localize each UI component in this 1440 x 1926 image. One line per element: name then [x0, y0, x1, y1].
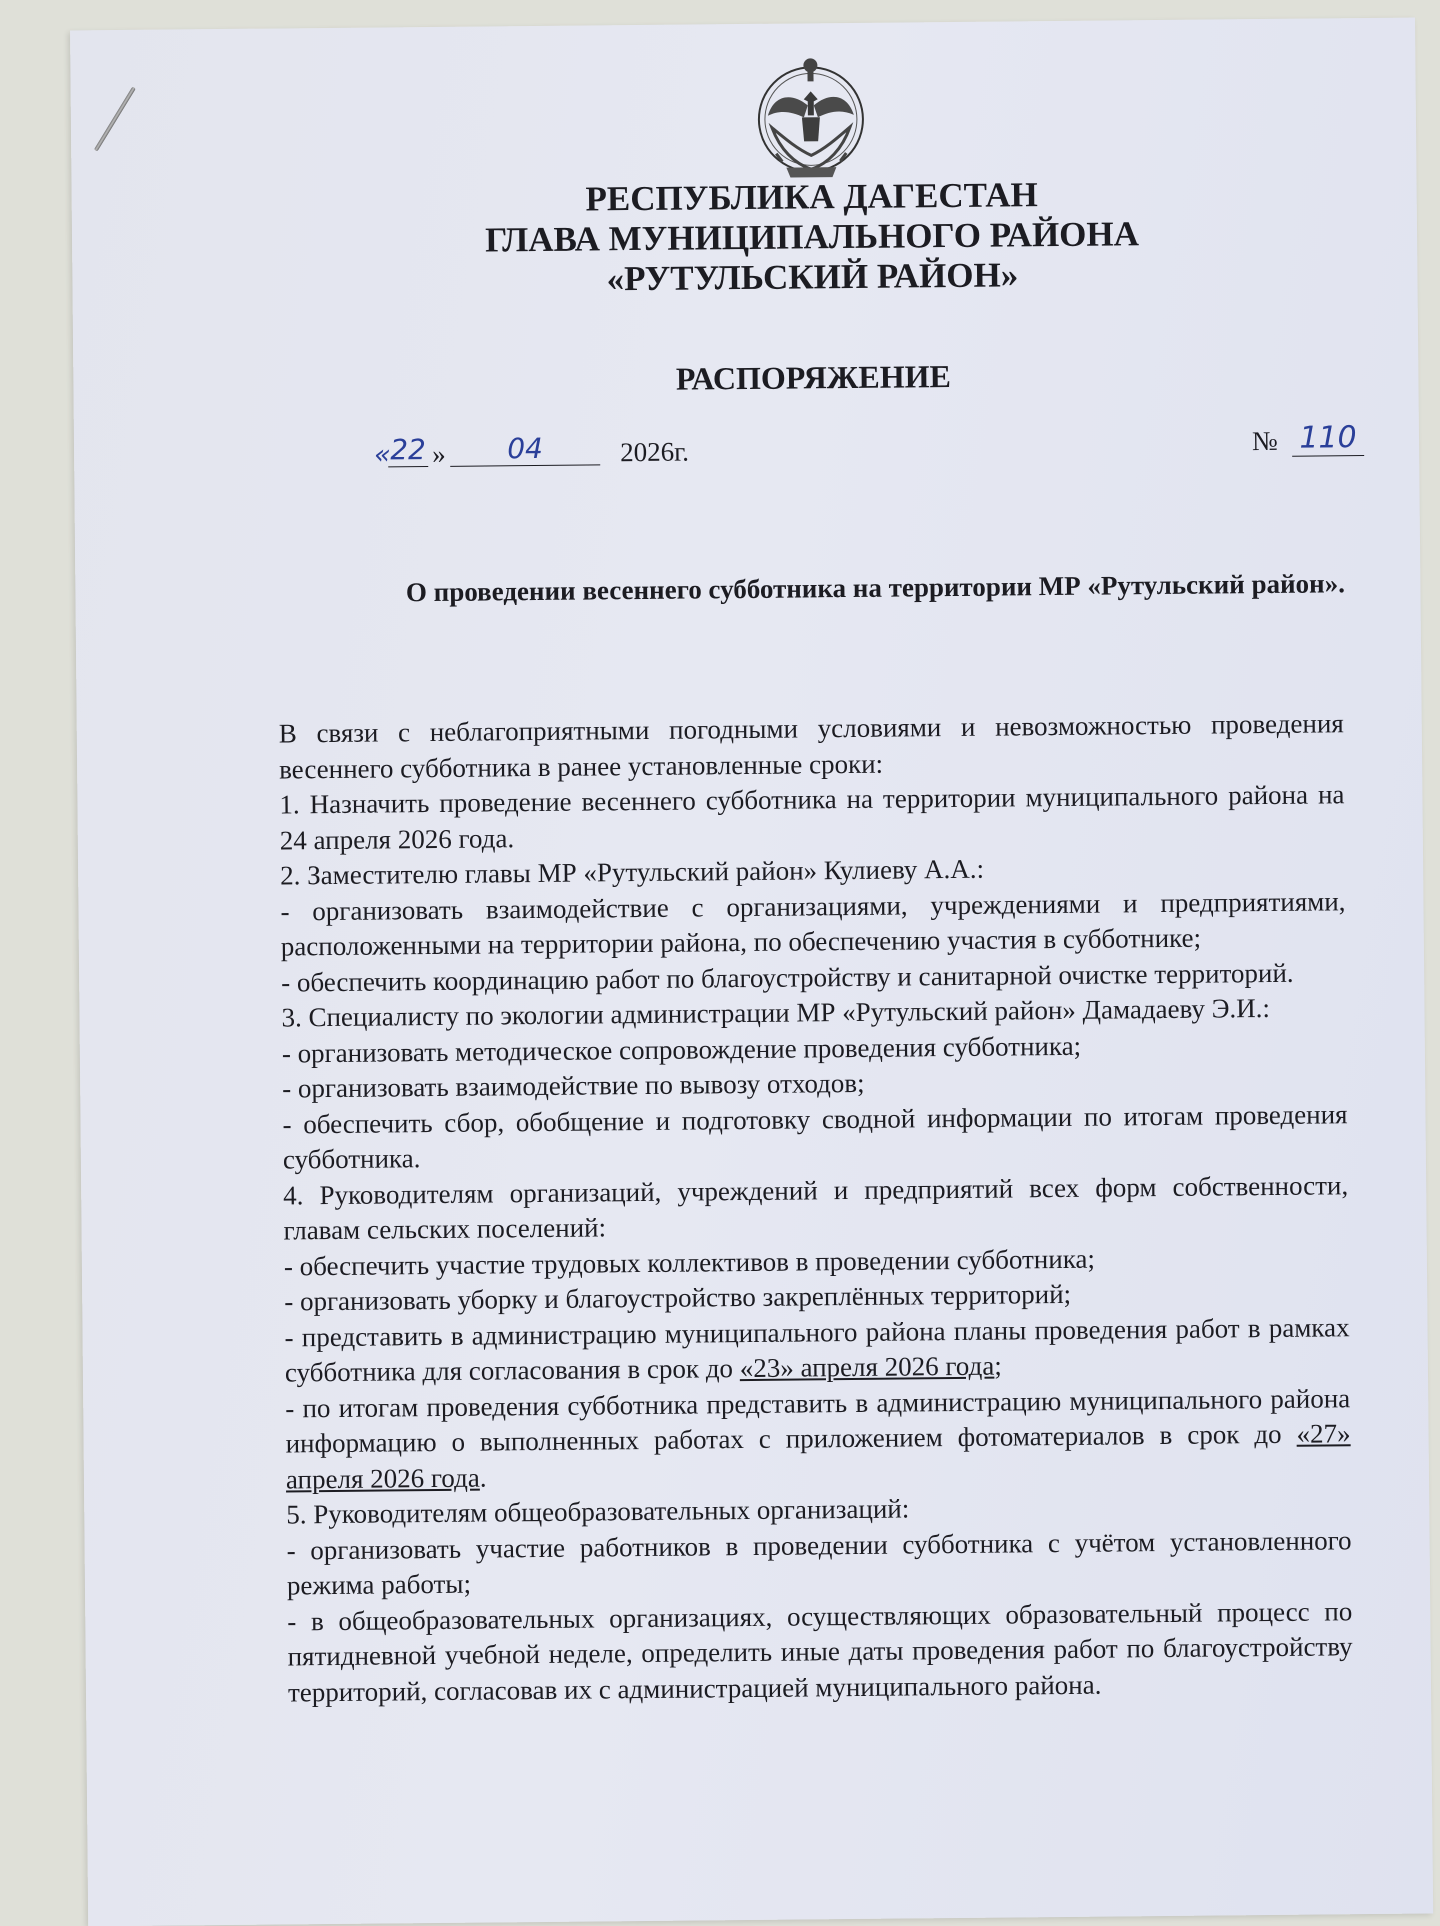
body-item-2-a: - организовать взаимодействие с организациями, учреждениями и предприятиями, расположенными на территории района, по обеспечению участия в субботнике;: [280, 885, 1346, 962]
body-item-5-heading: 5. Руководителям общеобразовательных организаций:: [286, 1493, 910, 1530]
deadline-date-plans: «23» апреля 2026 года: [739, 1350, 995, 1384]
body-item-3-c: - обеспечить сбор, обобщение и подготовку сводной информации по итогам проведения субботника.: [282, 1098, 1348, 1175]
body-item-3-heading: 3. Специалисту по экологии администрации МР «Рутульский район» Дамадаеву Э.И.:: [281, 992, 1271, 1033]
deadline-date-report: «27» апреля 2026 года: [285, 1418, 1351, 1494]
header-head-of-district: ГЛАВА МУНИЦИПАЛЬНОГО РАЙОНА: [484, 214, 1140, 260]
document-number: 110: [1292, 420, 1364, 457]
header-district-name: «РУТУЛЬСКИЙ РАЙОН»: [606, 255, 1019, 299]
body-item-5-b: - в общеобразовательных организациях, осуществляющих образовательный процесс по пятидневной учебной неделе, определить иные даты проведения работ по благоустройству территорий, согласовав их с администрацией муниципального района.: [287, 1595, 1353, 1707]
document-header: [421, 174, 1202, 301]
date-close-quote: »: [431, 438, 446, 469]
date-year: 2026г.: [619, 436, 690, 468]
body-item-4-d: [285, 1381, 1351, 1498]
body-item-3-b: - организовать взаимодействие по вывозу отходов;: [282, 1067, 865, 1104]
staple-icon: [94, 86, 136, 151]
document-body: [279, 706, 1353, 1710]
date-day: 22: [388, 433, 428, 467]
body-item-4-heading: 4. Руководителям организаций, учреждений и предприятий всех форм собственности, главам сельских поселений:: [283, 1169, 1349, 1246]
body-item-3-a: - организовать методическое сопровождение проведения субботника;: [281, 1030, 1082, 1068]
document-type-title: РАСПОРЯЖЕНИЕ: [675, 358, 952, 397]
coat-of-arms-dagestan-icon: [745, 57, 876, 186]
document-page: [70, 18, 1433, 1926]
body-item-4-d-end: .: [479, 1462, 487, 1493]
body-item-4-b: - организовать уборку и благоустройство закреплённых территорий;: [284, 1278, 1072, 1317]
body-item-4-a: - обеспечить участие трудовых коллективов в проведении субботника;: [283, 1243, 1096, 1281]
header-republic: РЕСПУБЛИКА ДАГЕСТАН: [585, 175, 1038, 219]
body-item-4-d-text: - по итогам проведения субботника представить в администрацию муниципального района информацию о выполненных работах с приложением фотоматериалов в срок до: [285, 1382, 1351, 1459]
body-item-1: 1. Назначить проведение весеннего субботника на территории муниципального района на 24 апреля 2026 года.: [279, 779, 1345, 855]
document-subject: О проведении весеннего субботника на территории МР «Рутульский район».: [405, 568, 1346, 608]
body-item-2-b: - обеспечить координацию работ по благоустройству и санитарной очистке территорий.: [281, 957, 1294, 997]
date-open-quote: «: [373, 439, 391, 471]
body-item-4-c-text: - представить в администрацию муниципального района планы проведения работ в рамках субботника для согласования в срок до: [284, 1311, 1350, 1388]
number-label: №: [1251, 425, 1278, 457]
body-item-4-c: [284, 1310, 1350, 1391]
body-item-5-a: - организовать участие работников в проведении субботника с учётом установленного режима работы;: [286, 1524, 1352, 1601]
body-item-2-heading: 2. Заместителю главы МР «Рутульский район» Кулиеву А.А.:: [280, 853, 985, 891]
date-month: 04: [450, 431, 600, 466]
date-number-line: [302, 420, 1402, 481]
body-intro: В связи с неблагоприятными погодными условиями и невозможностью проведения весеннего субботника в ранее установленные сроки:: [278, 708, 1344, 784]
body-item-4-c-end: ;: [994, 1350, 1002, 1381]
